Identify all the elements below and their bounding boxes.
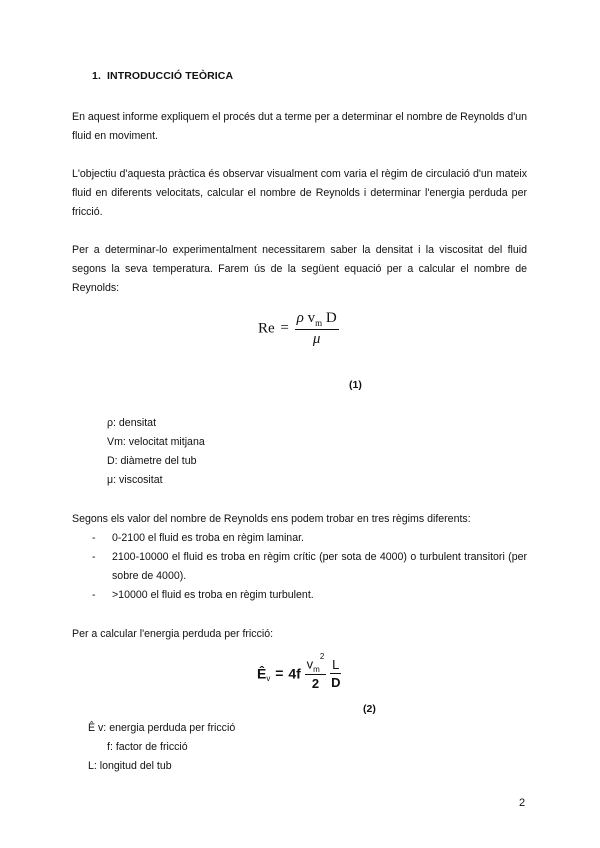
eq2-fraction-velocity xyxy=(305,652,327,691)
paragraph-method: Per a determinar-lo experimentalment necessitarem saber la densitat i la viscositat del fluid segons la seva temperatura. Farem ús de la següent equació per a calcular el nombre de Reynolds: xyxy=(72,244,527,294)
eq2-diameter: D xyxy=(331,674,341,690)
eq1-velocity: v xyxy=(307,310,316,326)
eq1-equals: = xyxy=(280,320,289,337)
eq2-velocity-sub: m xyxy=(313,664,320,674)
legend-viscosity: μ: viscositat xyxy=(107,474,163,486)
paragraph-friction: Per a calcular l'energia perduda per fricció: xyxy=(72,628,274,640)
legend-tube-length: L: longitud del tub xyxy=(88,760,172,772)
paragraph-regimes: Segons els valor del nombre de Reynolds ens podem trobar en tres règims diferents: xyxy=(72,513,471,525)
eq2-length: L xyxy=(332,656,340,672)
page-number: 2 xyxy=(519,797,526,809)
eq2-velocity: v xyxy=(306,656,314,672)
legend-velocity: Vm: velocitat mitjana xyxy=(107,436,205,448)
list-item: - >10000 el fluid es troba en règim turbulent. xyxy=(72,586,527,605)
eq2-equals: = xyxy=(275,665,284,682)
eq2-lhs: Ê xyxy=(257,665,267,682)
eq2-fraction-length xyxy=(330,657,341,690)
eq2-fraction-velocity-num xyxy=(305,652,327,674)
friction-equation xyxy=(257,652,341,691)
list-item: - 0-2100 el fluid es troba en règim laminar. xyxy=(72,529,527,548)
eq1-diameter: D xyxy=(325,310,337,326)
eq1-fraction xyxy=(295,310,339,348)
eq2-coefficient: 4f xyxy=(288,665,301,682)
equation-1-number: (1) xyxy=(349,379,362,391)
legend-density: ρ: densitat xyxy=(107,417,157,429)
section-number: 1. xyxy=(92,70,101,82)
eq1-numerator xyxy=(295,310,339,330)
eq1-velocity-sub: m xyxy=(315,318,323,328)
list-item: - 2100-10000 el fluid es troba en règim crític (per sota de 4000) o turbulent transitori (per sobre de 4000). xyxy=(72,548,527,586)
eq1-mu: μ xyxy=(312,331,321,347)
legend-diameter: D: diàmetre del tub xyxy=(107,455,197,467)
eq1-denominator xyxy=(295,330,339,348)
eq2-two: 2 xyxy=(305,674,327,691)
eq2-lhs-sub: v xyxy=(266,673,271,683)
eq1-lhs: Re xyxy=(258,320,275,337)
section-title: INTRODUCCIÓ TEÒRICA xyxy=(107,70,234,82)
paragraph-intro: En aquest informe expliquem el procés dut a terme per a determinar el nombre de Reynolds d'un fluid en moviment. xyxy=(72,111,527,142)
regimes-list xyxy=(72,529,527,605)
eq1-rho: ρ xyxy=(296,310,304,326)
legend-energy-loss: Ê v: energia perduda per fricció xyxy=(88,722,236,734)
paragraph-objective: L'objectiu d'aquesta pràctica és observar visualment com varia el règim de circulació d'un mateix fluid en diferents velocitats, calcular el nombre de Reynolds i determinar l'energia perduda per fricció. xyxy=(72,168,527,218)
legend-friction-factor: f: factor de fricció xyxy=(107,741,188,753)
equation-2-number: (2) xyxy=(363,703,376,715)
reynolds-equation xyxy=(258,310,339,348)
eq2-exponent: 2 xyxy=(319,652,325,661)
section-heading xyxy=(92,70,233,82)
